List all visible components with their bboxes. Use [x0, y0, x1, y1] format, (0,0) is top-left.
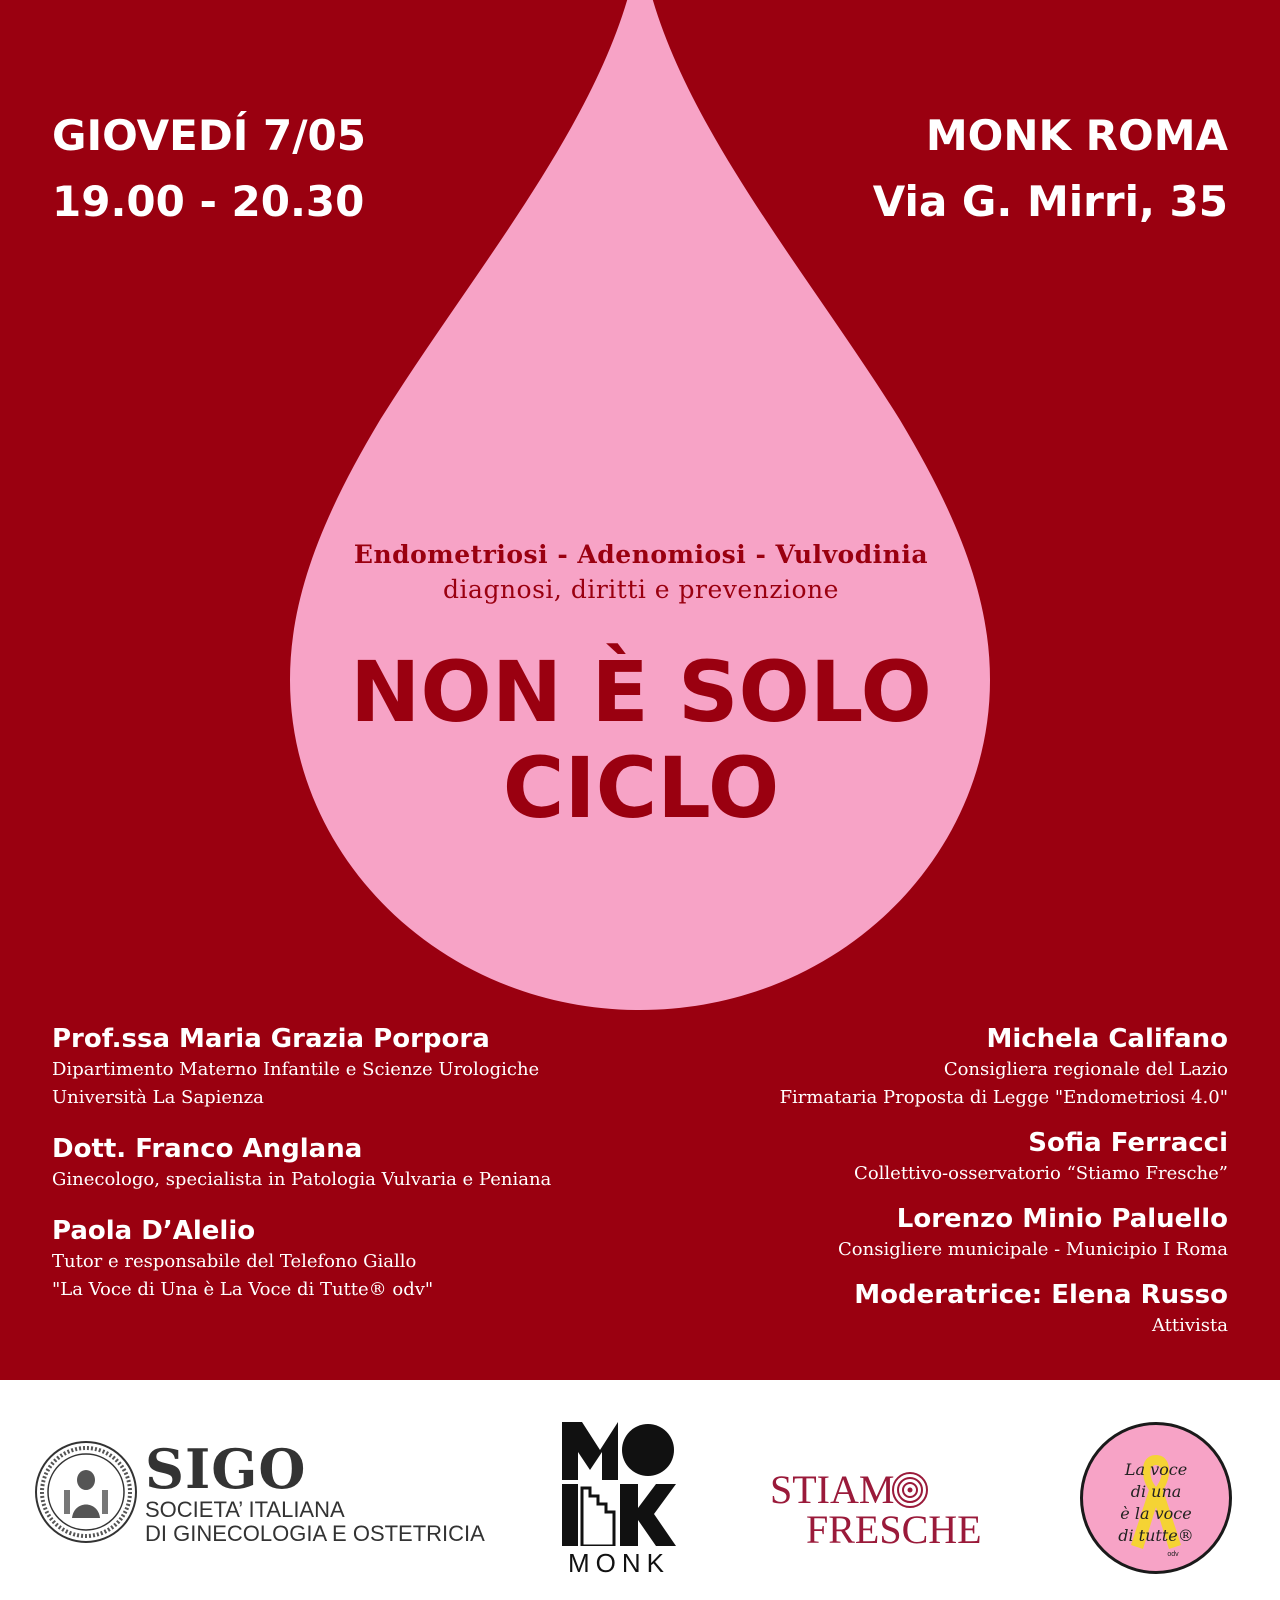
speaker-role: Dipartimento Materno Infantile e Scienze Urologiche: [52, 1059, 540, 1080]
venue-address: Via G. Mirri, 35: [872, 177, 1228, 226]
speaker-entry: [628, 1022, 1228, 1112]
speaker-role: Ginecologo, specialista in Patologia Vulvaria e Peniana: [52, 1169, 552, 1190]
main-title: [290, 644, 992, 836]
topics-line: Endometriosi - Adenomiosi - Vulvodinia: [353, 540, 929, 569]
voce-line1: La voce: [1124, 1460, 1188, 1479]
moderator-name: Moderatrice: Elena Russo: [854, 1280, 1228, 1310]
speaker-name: Michela Califano: [986, 1024, 1228, 1054]
speaker-entry: [52, 1132, 652, 1194]
voce-line2: di una: [1130, 1482, 1182, 1501]
stiamo-line2: FRESCHE: [806, 1507, 982, 1552]
voce-odv: odv: [1167, 1551, 1179, 1558]
speakers-left-column: [52, 1022, 652, 1324]
speaker-entry: [628, 1202, 1228, 1264]
speaker-name: Sofia Ferracci: [1028, 1128, 1228, 1158]
sigo-seal-icon: [34, 1440, 138, 1544]
event-datetime: [52, 103, 366, 235]
monk-logo-icon: [562, 1422, 676, 1546]
la-voce-text: [1083, 1459, 1229, 1547]
speaker-entry: [628, 1126, 1228, 1188]
sponsor-footer: [0, 1380, 1280, 1600]
speaker-role: Università La Sapienza: [52, 1087, 264, 1108]
speaker-name: Paola D’Alelio: [52, 1216, 256, 1246]
speaker-name: Lorenzo Minio Paluello: [896, 1204, 1228, 1234]
sigo-logo: [145, 1437, 485, 1546]
drop-content: [290, 540, 992, 836]
speaker-role: Tutor e responsabile del Telefono Giallo: [52, 1251, 417, 1272]
voce-line3: è la voce: [1120, 1504, 1192, 1523]
speaker-role: Firmataria Proposta di Legge "Endometriosi 4.0": [779, 1087, 1228, 1108]
event-time: 19.00 - 20.30: [52, 177, 365, 226]
speaker-role: Consigliere municipale - Municipio I Roma: [838, 1239, 1228, 1260]
speaker-name: Prof.ssa Maria Grazia Porpora: [52, 1024, 490, 1054]
speakers-right-column: [628, 1022, 1228, 1354]
speaker-role: Attivista: [1151, 1315, 1228, 1336]
event-venue: [873, 103, 1228, 235]
subtopic-line: diagnosi, diritti e prevenzione: [443, 575, 839, 604]
speaker-entry: [628, 1278, 1228, 1340]
stiamo-line1: STIAM: [770, 1467, 895, 1512]
speaker-name: Dott. Franco Anglana: [52, 1134, 363, 1164]
speaker-role: "La Voce di Una è La Voce di Tutte® odv": [52, 1279, 434, 1300]
sigo-name: SIGO: [145, 1437, 307, 1501]
sigo-line1: SOCIETA’ ITALIANA: [145, 1497, 345, 1522]
venue-name: MONK ROMA: [925, 111, 1228, 160]
la-voce-badge: [1080, 1422, 1232, 1574]
stiamo-fresche-logo: [770, 1467, 982, 1552]
speaker-entry: [52, 1214, 652, 1304]
speaker-entry: [52, 1022, 652, 1112]
voce-line4: di tutte®: [1118, 1526, 1194, 1545]
monk-label: MONK: [568, 1548, 670, 1578]
spiral-icon: [890, 1470, 930, 1510]
speaker-role: Consigliera regionale del Lazio: [943, 1059, 1228, 1080]
speaker-role: Collettivo-osservatorio “Stiamo Fresche”: [854, 1163, 1228, 1184]
sigo-line2: DI GINECOLOGIA E OSTETRICIA: [145, 1521, 485, 1546]
event-date: GIOVEDÍ 7/05: [52, 111, 366, 160]
main-title-line2: CICLO: [502, 739, 780, 837]
main-title-line1: NON È SOLO: [350, 643, 932, 741]
